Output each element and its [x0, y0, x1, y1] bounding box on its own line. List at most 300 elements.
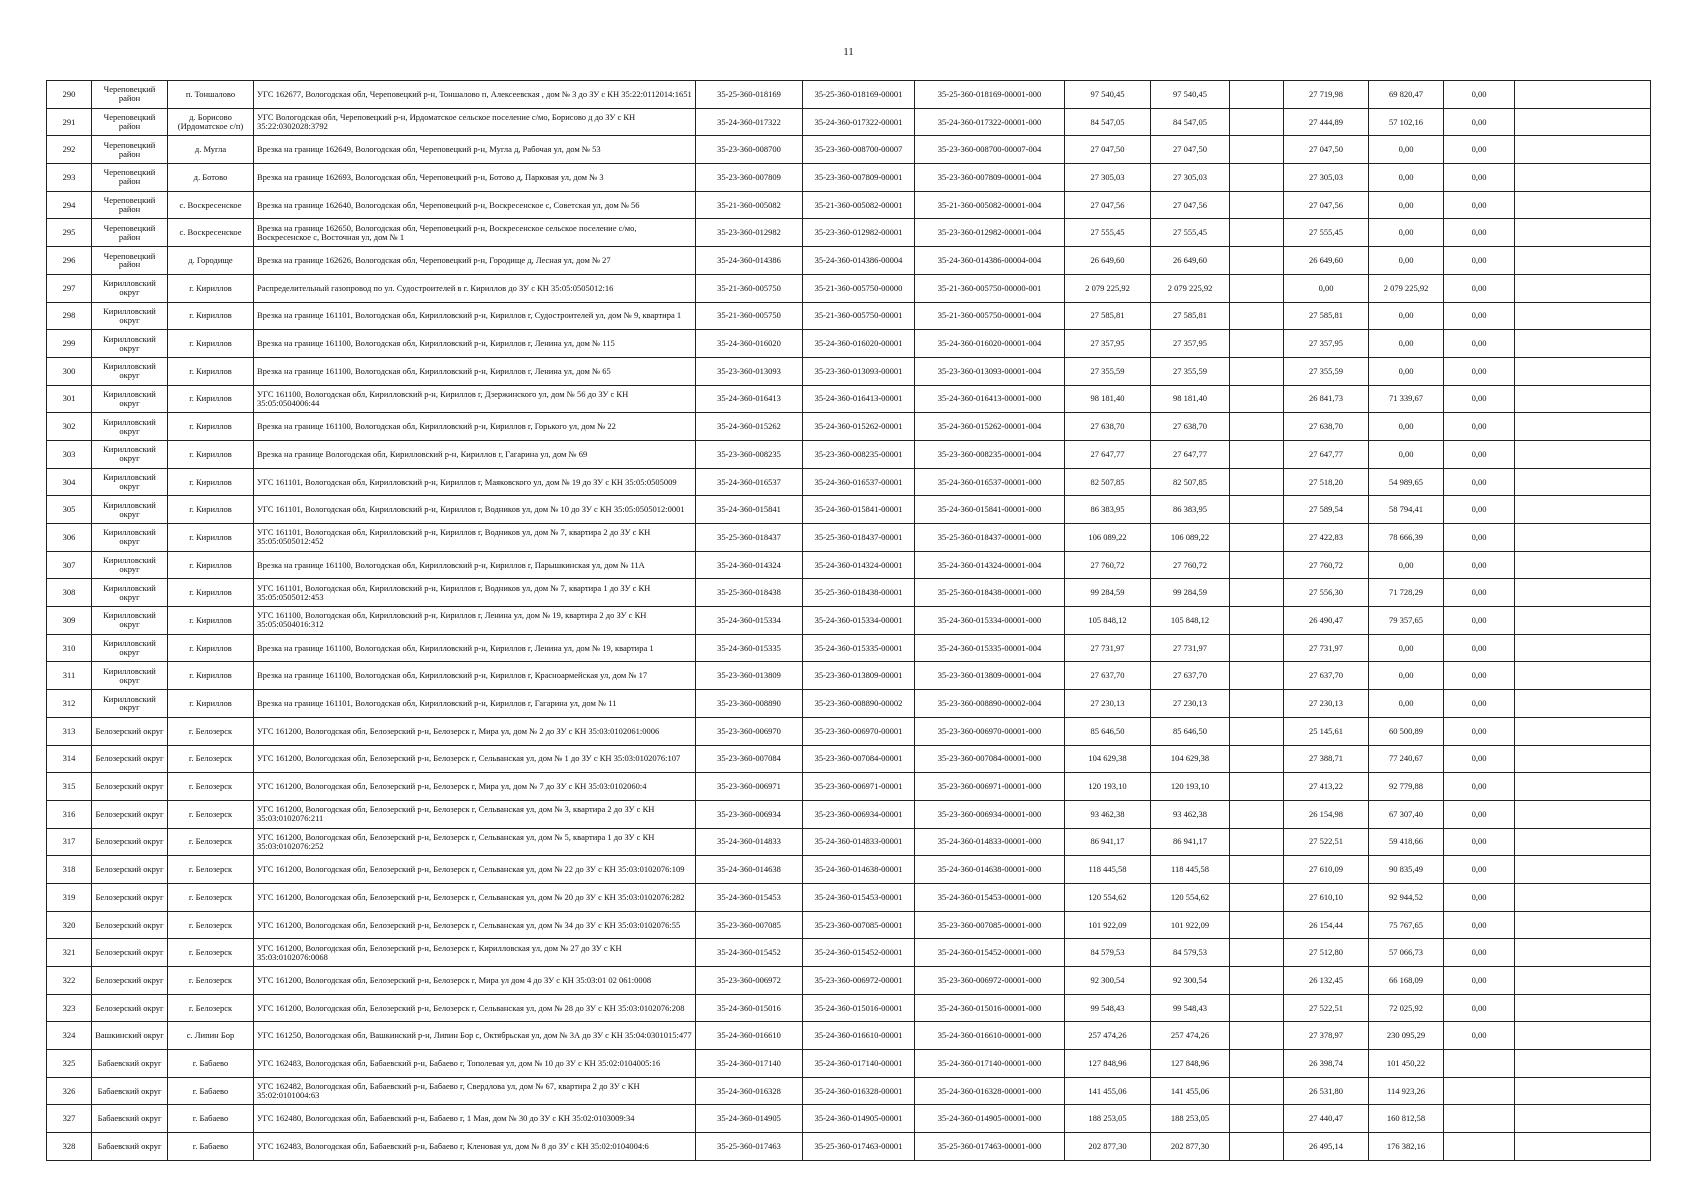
district-cell: Череповецкий район — [92, 108, 168, 136]
inventory-number-cell: 35-24-360-015334-00001-000 — [915, 607, 1065, 635]
initial-cost-cell: 27 555,45 — [1065, 219, 1151, 247]
address-cell: УГС 161200, Вологодская обл, Белозерский р-н, Белозерск г, Сельванская ул, дом № 20 до ЗУ с КН 35:03:0102076:282 — [254, 883, 696, 911]
network-cost-cell: 2 079 225,92 — [1369, 274, 1444, 302]
district-cell: Белозерский округ — [92, 800, 168, 828]
initial-cost-cell: 86 941,17 — [1065, 828, 1151, 856]
locality-cell: г. Кириллов — [168, 468, 254, 496]
blank-cell — [1515, 690, 1651, 718]
book-value-cell: 27 647,77 — [1151, 440, 1230, 468]
row-number-cell: 291 — [47, 108, 92, 136]
row-number-cell: 295 — [47, 219, 92, 247]
residual-value-cell: 0,00 — [1444, 634, 1515, 662]
book-value-cell: 27 305,03 — [1151, 164, 1230, 192]
cadastral-number-cell: 35-23-360-006971 — [696, 773, 803, 801]
locality-cell: п. Тоншалово — [168, 81, 254, 109]
table-row — [47, 634, 1651, 662]
empty-value-cell — [1230, 524, 1284, 552]
address-cell: Врезка на границе 162626, Вологодская обл, Череповецкий р-н, Городище д, Лесная ул, дом № 27 — [254, 247, 696, 275]
network-cost-cell: 176 382,16 — [1369, 1133, 1444, 1161]
table-row — [47, 828, 1651, 856]
empty-value-cell — [1230, 1022, 1284, 1050]
cadastral-number-cell: 35-21-360-005750 — [696, 302, 803, 330]
connection-cost-cell: 26 649,60 — [1284, 247, 1369, 275]
table-row — [47, 911, 1651, 939]
blank-cell — [1515, 662, 1651, 690]
district-cell: Белозерский округ — [92, 745, 168, 773]
row-number-cell: 290 — [47, 81, 92, 109]
object-number-cell: 35-21-360-005750-00001 — [803, 302, 915, 330]
locality-cell: г. Бабаево — [168, 1050, 254, 1078]
inventory-number-cell: 35-23-360-008890-00002-004 — [915, 690, 1065, 718]
object-number-cell: 35-21-360-005082-00001 — [803, 191, 915, 219]
inventory-number-cell: 35-23-360-006971-00001-000 — [915, 773, 1065, 801]
locality-cell: с. Воскресенское — [168, 219, 254, 247]
network-cost-cell: 0,00 — [1369, 136, 1444, 164]
cadastral-number-cell: 35-23-360-013809 — [696, 662, 803, 690]
locality-cell: с. Воскресенское — [168, 191, 254, 219]
empty-value-cell — [1230, 717, 1284, 745]
blank-cell — [1515, 717, 1651, 745]
book-value-cell: 27 638,70 — [1151, 413, 1230, 441]
object-number-cell: 35-25-360-017463-00001 — [803, 1133, 915, 1161]
blank-cell — [1515, 911, 1651, 939]
connection-cost-cell: 27 388,71 — [1284, 745, 1369, 773]
book-value-cell: 101 922,09 — [1151, 911, 1230, 939]
book-value-cell: 27 355,59 — [1151, 357, 1230, 385]
object-number-cell: 35-25-360-018437-00001 — [803, 524, 915, 552]
network-cost-cell: 160 812,58 — [1369, 1105, 1444, 1133]
district-cell: Череповецкий район — [92, 219, 168, 247]
empty-value-cell — [1230, 967, 1284, 995]
inventory-number-cell: 35-25-360-018169-00001-000 — [915, 81, 1065, 109]
network-cost-cell: 59 418,66 — [1369, 828, 1444, 856]
cadastral-number-cell: 35-25-360-018437 — [696, 524, 803, 552]
connection-cost-cell: 27 522,51 — [1284, 994, 1369, 1022]
table-row — [47, 191, 1651, 219]
row-number-cell: 307 — [47, 551, 92, 579]
book-value-cell: 93 462,38 — [1151, 800, 1230, 828]
object-number-cell: 35-25-360-018169-00001 — [803, 81, 915, 109]
inventory-number-cell: 35-25-360-018438-00001-000 — [915, 579, 1065, 607]
empty-value-cell — [1230, 219, 1284, 247]
connection-cost-cell: 27 357,95 — [1284, 330, 1369, 358]
object-number-cell: 35-23-360-013809-00001 — [803, 662, 915, 690]
residual-value-cell: 0,00 — [1444, 413, 1515, 441]
address-cell: УГС 161101, Вологодская обл, Кирилловский р-н, Кириллов г, Водников ул, дом № 7, квартира 2 до ЗУ с КН 35:05:0505012:452 — [254, 524, 696, 552]
inventory-number-cell: 35-23-360-008700-00007-004 — [915, 136, 1065, 164]
initial-cost-cell: 105 848,12 — [1065, 607, 1151, 635]
network-cost-cell: 67 307,40 — [1369, 800, 1444, 828]
network-cost-cell: 0,00 — [1369, 413, 1444, 441]
blank-cell — [1515, 800, 1651, 828]
initial-cost-cell: 27 230,13 — [1065, 690, 1151, 718]
blank-cell — [1515, 357, 1651, 385]
object-number-cell: 35-23-360-007809-00001 — [803, 164, 915, 192]
connection-cost-cell: 27 522,51 — [1284, 828, 1369, 856]
initial-cost-cell: 27 357,95 — [1065, 330, 1151, 358]
connection-cost-cell: 27 556,30 — [1284, 579, 1369, 607]
address-cell: УГС 162480, Вологодская обл, Бабаевский р-н, Бабаево г, 1 Мая, дом № 30 до ЗУ с КН 35:02:0103009:34 — [254, 1105, 696, 1133]
book-value-cell: 84 579,53 — [1151, 939, 1230, 967]
object-number-cell: 35-23-360-008700-00007 — [803, 136, 915, 164]
network-cost-cell: 0,00 — [1369, 690, 1444, 718]
book-value-cell: 84 547,05 — [1151, 108, 1230, 136]
network-cost-cell: 92 944,52 — [1369, 883, 1444, 911]
empty-value-cell — [1230, 634, 1284, 662]
book-value-cell: 97 540,45 — [1151, 81, 1230, 109]
address-cell: УГС 161200, Вологодская обл, Белозерский р-н, Белозерск г, Сельванская ул, дом № 34 до ЗУ с КН 35:03:0102076:55 — [254, 911, 696, 939]
empty-value-cell — [1230, 579, 1284, 607]
residual-value-cell: 0,00 — [1444, 496, 1515, 524]
empty-value-cell — [1230, 357, 1284, 385]
initial-cost-cell: 101 922,09 — [1065, 911, 1151, 939]
network-cost-cell: 77 240,67 — [1369, 745, 1444, 773]
address-cell: Врезка на границе 162640, Вологодская обл, Череповецкий р-н, Воскресенское с, Советская ул, дом № 56 — [254, 191, 696, 219]
network-cost-cell: 114 923,26 — [1369, 1077, 1444, 1105]
cadastral-number-cell: 35-24-360-015262 — [696, 413, 803, 441]
inventory-number-cell: 35-24-360-016020-00001-004 — [915, 330, 1065, 358]
locality-cell: г. Белозерск — [168, 745, 254, 773]
connection-cost-cell: 27 047,50 — [1284, 136, 1369, 164]
cadastral-number-cell: 35-24-360-015841 — [696, 496, 803, 524]
network-cost-cell: 66 168,09 — [1369, 967, 1444, 995]
connection-cost-cell: 26 154,98 — [1284, 800, 1369, 828]
connection-cost-cell: 27 637,70 — [1284, 662, 1369, 690]
row-number-cell: 313 — [47, 717, 92, 745]
object-number-cell: 35-23-360-007084-00001 — [803, 745, 915, 773]
book-value-cell: 104 629,38 — [1151, 745, 1230, 773]
cadastral-number-cell: 35-24-360-015016 — [696, 994, 803, 1022]
district-cell: Череповецкий район — [92, 247, 168, 275]
empty-value-cell — [1230, 247, 1284, 275]
cadastral-number-cell: 35-21-360-005082 — [696, 191, 803, 219]
district-cell: Кирилловский округ — [92, 302, 168, 330]
inventory-number-cell: 35-24-360-015452-00001-000 — [915, 939, 1065, 967]
cadastral-number-cell: 35-25-360-018169 — [696, 81, 803, 109]
address-cell: УГС 161101, Вологодская обл, Кирилловский р-н, Кириллов г, Водников ул, дом № 7, квартира 1 до ЗУ с КН 35:05:0505012:453 — [254, 579, 696, 607]
locality-cell: д. Борисово (Ирдоматское с/п) — [168, 108, 254, 136]
address-cell: Врезка на границе 161101, Вологодская обл, Кирилловский р-н, Кириллов г, Гагарина ул, дом № 11 — [254, 690, 696, 718]
network-cost-cell: 0,00 — [1369, 219, 1444, 247]
cadastral-number-cell: 35-24-360-017140 — [696, 1050, 803, 1078]
page-number: 11 — [843, 46, 854, 58]
row-number-cell: 309 — [47, 607, 92, 635]
object-number-cell: 35-24-360-016328-00001 — [803, 1077, 915, 1105]
network-cost-cell: 0,00 — [1369, 357, 1444, 385]
initial-cost-cell: 84 579,53 — [1065, 939, 1151, 967]
object-number-cell: 35-23-360-008890-00002 — [803, 690, 915, 718]
row-number-cell: 292 — [47, 136, 92, 164]
initial-cost-cell: 84 547,05 — [1065, 108, 1151, 136]
object-number-cell: 35-23-360-007085-00001 — [803, 911, 915, 939]
district-cell: Кирилловский округ — [92, 274, 168, 302]
inventory-number-cell: 35-23-360-007084-00001-000 — [915, 745, 1065, 773]
inventory-number-cell: 35-24-360-016328-00001-000 — [915, 1077, 1065, 1105]
initial-cost-cell: 27 637,70 — [1065, 662, 1151, 690]
initial-cost-cell: 27 047,56 — [1065, 191, 1151, 219]
inventory-number-cell: 35-24-360-015335-00001-004 — [915, 634, 1065, 662]
network-cost-cell: 69 820,47 — [1369, 81, 1444, 109]
residual-value-cell: 0,00 — [1444, 883, 1515, 911]
cadastral-number-cell: 35-24-360-015453 — [696, 883, 803, 911]
blank-cell — [1515, 551, 1651, 579]
inventory-number-cell: 35-23-360-013809-00001-004 — [915, 662, 1065, 690]
object-number-cell: 35-23-360-013093-00001 — [803, 357, 915, 385]
book-value-cell: 27 555,45 — [1151, 219, 1230, 247]
table-row — [47, 219, 1651, 247]
table-row — [47, 164, 1651, 192]
address-cell: УГС 161200, Вологодская обл, Белозерский р-н, Белозерск г, Мира ул дом 4 до ЗУ с КН 35:03:01 02 061:0008 — [254, 967, 696, 995]
book-value-cell: 26 649,60 — [1151, 247, 1230, 275]
connection-cost-cell: 27 647,77 — [1284, 440, 1369, 468]
blank-cell — [1515, 524, 1651, 552]
blank-cell — [1515, 108, 1651, 136]
blank-cell — [1515, 413, 1651, 441]
locality-cell: г. Кириллов — [168, 690, 254, 718]
inventory-number-cell: 35-24-360-015453-00001-000 — [915, 883, 1065, 911]
connection-cost-cell: 27 047,56 — [1284, 191, 1369, 219]
row-number-cell: 298 — [47, 302, 92, 330]
row-number-cell: 317 — [47, 828, 92, 856]
book-value-cell: 92 300,54 — [1151, 967, 1230, 995]
object-number-cell: 35-23-360-012982-00001 — [803, 219, 915, 247]
network-cost-cell: 75 767,65 — [1369, 911, 1444, 939]
empty-value-cell — [1230, 1105, 1284, 1133]
table-row — [47, 247, 1651, 275]
blank-cell — [1515, 136, 1651, 164]
district-cell: Кирилловский округ — [92, 413, 168, 441]
table-row — [47, 607, 1651, 635]
locality-cell: д. Городище — [168, 247, 254, 275]
residual-value-cell: 0,00 — [1444, 247, 1515, 275]
book-value-cell: 106 089,22 — [1151, 524, 1230, 552]
table-row — [47, 274, 1651, 302]
object-number-cell: 35-24-360-015016-00001 — [803, 994, 915, 1022]
district-cell: Кирилловский округ — [92, 551, 168, 579]
address-cell: УГС 162483, Вологодская обл, Бабаевский р-н, Бабаево г, Кленовая ул, дом № 8 до ЗУ с КН 35:02:0104004:6 — [254, 1133, 696, 1161]
blank-cell — [1515, 302, 1651, 330]
address-cell: Врезка на границе 161100, Вологодская обл, Кирилловский р-н, Кириллов г, Горького ул, дом № 22 — [254, 413, 696, 441]
empty-value-cell — [1230, 939, 1284, 967]
row-number-cell: 323 — [47, 994, 92, 1022]
locality-cell: г. Кириллов — [168, 524, 254, 552]
book-value-cell: 99 548,43 — [1151, 994, 1230, 1022]
network-cost-cell: 0,00 — [1369, 191, 1444, 219]
residual-value-cell: 0,00 — [1444, 800, 1515, 828]
table-row — [47, 967, 1651, 995]
address-cell: УГС 161200, Вологодская обл, Белозерский р-н, Белозерск г, Сельванская ул, дом № 1 до ЗУ с КН 35:03:0102076:107 — [254, 745, 696, 773]
row-number-cell: 327 — [47, 1105, 92, 1133]
row-number-cell: 311 — [47, 662, 92, 690]
object-number-cell: 35-23-360-006972-00001 — [803, 967, 915, 995]
connection-cost-cell: 26 841,73 — [1284, 385, 1369, 413]
book-value-cell: 27 760,72 — [1151, 551, 1230, 579]
connection-cost-cell: 27 555,45 — [1284, 219, 1369, 247]
residual-value-cell: 0,00 — [1444, 274, 1515, 302]
blank-cell — [1515, 994, 1651, 1022]
address-cell: Распределительный газопровод по ул. Судостроителей в г. Кириллов до ЗУ с КН 35:05:0505012:16 — [254, 274, 696, 302]
empty-value-cell — [1230, 496, 1284, 524]
book-value-cell: 27 637,70 — [1151, 662, 1230, 690]
object-number-cell: 35-24-360-017140-00001 — [803, 1050, 915, 1078]
cadastral-number-cell: 35-24-360-016413 — [696, 385, 803, 413]
table-row — [47, 690, 1651, 718]
book-value-cell: 99 284,59 — [1151, 579, 1230, 607]
empty-value-cell — [1230, 745, 1284, 773]
object-number-cell: 35-23-360-006971-00001 — [803, 773, 915, 801]
address-cell: УГС 161100, Вологодская обл, Кирилловский р-н, Кириллов г, Дзержинского ул, дом № 56 до ЗУ с КН 35:05:0504006:44 — [254, 385, 696, 413]
residual-value-cell: 0,00 — [1444, 440, 1515, 468]
cadastral-number-cell: 35-23-360-007085 — [696, 911, 803, 939]
residual-value-cell: 0,00 — [1444, 690, 1515, 718]
table-row — [47, 496, 1651, 524]
locality-cell: г. Бабаево — [168, 1133, 254, 1161]
cadastral-number-cell: 35-24-360-014386 — [696, 247, 803, 275]
inventory-number-cell: 35-25-360-017463-00001-000 — [915, 1133, 1065, 1161]
address-cell: УГС 161200, Вологодская обл, Белозерский р-н, Белозерск г, Сельванская ул, дом № 22 до ЗУ с КН 35:03:0102076:109 — [254, 856, 696, 884]
initial-cost-cell: 92 300,54 — [1065, 967, 1151, 995]
cadastral-number-cell: 35-23-360-007809 — [696, 164, 803, 192]
locality-cell: г. Кириллов — [168, 662, 254, 690]
inventory-number-cell: 35-23-360-006972-00001-000 — [915, 967, 1065, 995]
network-cost-cell: 78 666,39 — [1369, 524, 1444, 552]
empty-value-cell — [1230, 662, 1284, 690]
district-cell: Бабаевский округ — [92, 1133, 168, 1161]
row-number-cell: 301 — [47, 385, 92, 413]
cadastral-number-cell: 35-24-360-016328 — [696, 1077, 803, 1105]
locality-cell: г. Белозерск — [168, 828, 254, 856]
initial-cost-cell: 27 638,70 — [1065, 413, 1151, 441]
initial-cost-cell: 97 540,45 — [1065, 81, 1151, 109]
row-number-cell: 328 — [47, 1133, 92, 1161]
cadastral-number-cell: 35-25-360-017463 — [696, 1133, 803, 1161]
row-number-cell: 312 — [47, 690, 92, 718]
address-cell: УГС 161100, Вологодская обл, Кирилловский р-н, Кириллов г, Ленина ул, дом № 19, квартира 2 до ЗУ с КН 35:05:0504016:312 — [254, 607, 696, 635]
initial-cost-cell: 120 193,10 — [1065, 773, 1151, 801]
object-number-cell: 35-23-360-008235-00001 — [803, 440, 915, 468]
blank-cell — [1515, 883, 1651, 911]
residual-value-cell: 0,00 — [1444, 524, 1515, 552]
district-cell: Белозерский округ — [92, 994, 168, 1022]
connection-cost-cell: 27 518,20 — [1284, 468, 1369, 496]
initial-cost-cell: 141 455,06 — [1065, 1077, 1151, 1105]
inventory-number-cell: 35-24-360-014905-00001-000 — [915, 1105, 1065, 1133]
table-row — [47, 939, 1651, 967]
table-body — [47, 81, 1651, 1161]
row-number-cell: 321 — [47, 939, 92, 967]
network-cost-cell: 58 794,41 — [1369, 496, 1444, 524]
blank-cell — [1515, 1105, 1651, 1133]
residual-value-cell: 0,00 — [1444, 828, 1515, 856]
district-cell: Кирилловский округ — [92, 634, 168, 662]
district-cell: Кирилловский округ — [92, 468, 168, 496]
cadastral-number-cell: 35-24-360-015335 — [696, 634, 803, 662]
book-value-cell: 86 941,17 — [1151, 828, 1230, 856]
initial-cost-cell: 27 305,03 — [1065, 164, 1151, 192]
inventory-number-cell: 35-21-360-005082-00001-004 — [915, 191, 1065, 219]
connection-cost-cell: 26 398,74 — [1284, 1050, 1369, 1078]
district-cell: Белозерский округ — [92, 717, 168, 745]
initial-cost-cell: 26 649,60 — [1065, 247, 1151, 275]
empty-value-cell — [1230, 1077, 1284, 1105]
cadastral-number-cell: 35-23-360-013093 — [696, 357, 803, 385]
locality-cell: г. Кириллов — [168, 551, 254, 579]
address-cell: УГС Вологодская обл, Череповецкий р-н, Ирдоматское сельское поселение с/мо, Борисово д до ЗУ с КН 35:22:0302028:3792 — [254, 108, 696, 136]
connection-cost-cell: 27 440,47 — [1284, 1105, 1369, 1133]
inventory-number-cell: 35-23-360-006934-00001-000 — [915, 800, 1065, 828]
table-row — [47, 1133, 1651, 1161]
book-value-cell: 257 474,26 — [1151, 1022, 1230, 1050]
inventory-number-cell: 35-21-360-005750-00000-001 — [915, 274, 1065, 302]
locality-cell: г. Бабаево — [168, 1105, 254, 1133]
empty-value-cell — [1230, 911, 1284, 939]
locality-cell: г. Кириллов — [168, 607, 254, 635]
initial-cost-cell: 27 585,81 — [1065, 302, 1151, 330]
cadastral-number-cell: 35-24-360-016610 — [696, 1022, 803, 1050]
locality-cell: г. Белозерск — [168, 883, 254, 911]
row-number-cell: 302 — [47, 413, 92, 441]
district-cell: Кирилловский округ — [92, 607, 168, 635]
object-number-cell: 35-24-360-014324-00001 — [803, 551, 915, 579]
table-row — [47, 662, 1651, 690]
table-row — [47, 413, 1651, 441]
connection-cost-cell: 27 589,54 — [1284, 496, 1369, 524]
inventory-number-cell: 35-24-360-016413-00001-000 — [915, 385, 1065, 413]
address-cell: УГС 161101, Вологодская обл, Кирилловский р-н, Кириллов г, Водников ул, дом № 10 до ЗУ с КН 35:05:0505012:0001 — [254, 496, 696, 524]
connection-cost-cell: 27 719,98 — [1284, 81, 1369, 109]
row-number-cell: 306 — [47, 524, 92, 552]
empty-value-cell — [1230, 81, 1284, 109]
connection-cost-cell: 27 638,70 — [1284, 413, 1369, 441]
locality-cell: д. Мугла — [168, 136, 254, 164]
residual-value-cell: 0,00 — [1444, 191, 1515, 219]
inventory-number-cell: 35-24-360-015262-00001-004 — [915, 413, 1065, 441]
locality-cell: г. Кириллов — [168, 385, 254, 413]
cadastral-number-cell: 35-23-360-008890 — [696, 690, 803, 718]
district-cell: Кирилловский округ — [92, 440, 168, 468]
inventory-number-cell: 35-24-360-014638-00001-000 — [915, 856, 1065, 884]
row-number-cell: 299 — [47, 330, 92, 358]
row-number-cell: 293 — [47, 164, 92, 192]
blank-cell — [1515, 385, 1651, 413]
network-cost-cell: 0,00 — [1369, 634, 1444, 662]
table-row — [47, 302, 1651, 330]
row-number-cell: 310 — [47, 634, 92, 662]
object-number-cell: 35-24-360-017322-00001 — [803, 108, 915, 136]
address-cell: Врезка на границе 162693, Вологодская обл, Череповецкий р-н, Ботово д, Парковая ул, дом № 3 — [254, 164, 696, 192]
blank-cell — [1515, 247, 1651, 275]
address-cell: Врезка на границе 161100, Вологодская обл, Кирилловский р-н, Кириллов г, Парышкинская ул, дом № 11А — [254, 551, 696, 579]
locality-cell: г. Белозерск — [168, 800, 254, 828]
address-cell: Врезка на границе 161100, Вологодская обл, Кирилловский р-н, Кириллов г, Ленина ул, дом № 19, квартира 1 — [254, 634, 696, 662]
inventory-number-cell: 35-23-360-007085-00001-000 — [915, 911, 1065, 939]
locality-cell: с. Липин Бор — [168, 1022, 254, 1050]
cadastral-number-cell: 35-21-360-005750 — [696, 274, 803, 302]
table-row — [47, 994, 1651, 1022]
residual-value-cell — [1444, 1105, 1515, 1133]
connection-cost-cell: 27 610,09 — [1284, 856, 1369, 884]
table-row — [47, 108, 1651, 136]
locality-cell: г. Белозерск — [168, 717, 254, 745]
book-value-cell: 27 047,56 — [1151, 191, 1230, 219]
blank-cell — [1515, 440, 1651, 468]
residual-value-cell: 0,00 — [1444, 302, 1515, 330]
network-cost-cell: 54 989,65 — [1369, 468, 1444, 496]
district-cell: Белозерский округ — [92, 939, 168, 967]
initial-cost-cell: 86 383,95 — [1065, 496, 1151, 524]
row-number-cell: 305 — [47, 496, 92, 524]
residual-value-cell — [1444, 1077, 1515, 1105]
